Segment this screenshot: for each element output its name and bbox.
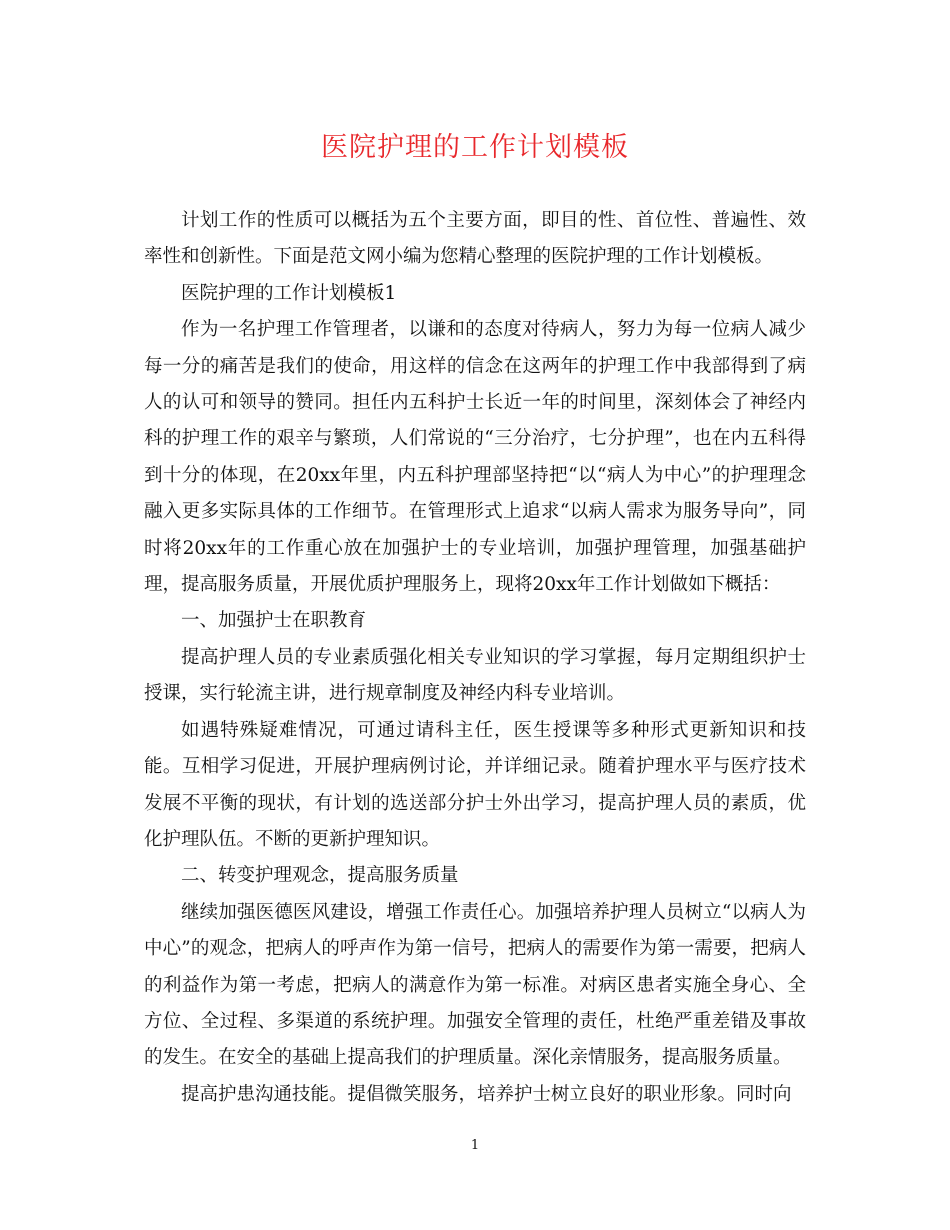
page-number: 1: [470, 1138, 480, 1153]
paragraph-service-quality: 继续加强医德医风建设，增强工作责任心。加强培养护理人员树立“以病人为中心”的观念，把病人的呼声作为第一信号，把病人的需要作为第一需要，把病人的利益作为第一考虑，把病人的满意作为第一标准。对病区患者实施全身心、全方位、全过程、多渠道的系统护理。加强安全管理的责任，杜绝严重差错及事故的发生。在安全的基础上提高我们的护理质量。深化亲情服务，提高服务质量。: [144, 901, 806, 1069]
paragraph-template-heading: 医院护理的工作计划模板1: [181, 282, 397, 304]
paragraph-overview: 作为一名护理工作管理者，以谦和的态度对待病人，努力为每一位病人减少每一分的痛苦是我们的使命，用这样的信念在这两年的护理工作中我部得到了病人的认可和领导的赞同。担任内五科护士长近一年的时间里，深刻体会了神经内科的护理工作的艰辛与繁琐，人们常说的“三分治疗，七分护理”，也在内五科得到十分的体现，在20xx年里，内五科护理部坚持把“以“病人为中心”的护理理念融入更多实际具体的工作细节。在管理形式上追求“以病人需求为服务导向”，同时将20xx年的工作重心放在加强护士的专业培训，加强护理管理，加强基础护理，提高服务质量，开展优质护理服务上，现将20xx年工作计划做如下概括：: [144, 319, 806, 596]
section-heading-2: 二、转变护理观念，提高服务质量: [181, 865, 459, 887]
paragraph-training: 提高护理人员的专业素质强化相关专业知识的学习掌握，每月定期组织护士授课，实行轮流主讲，进行规章制度及神经内科专业培训。: [144, 646, 806, 705]
paragraph-special-cases: 如遇特殊疑难情况，可通过请科主任，医生授课等多种形式更新知识和技能。互相学习促进，开展护理病例讨论，并详细记录。随着护理水平与医疗技术发展不平衡的现状，有计划的选送部分护士外出学习，提高护理人员的素质，优化护理队伍。不断的更新护理知识。: [144, 719, 806, 850]
paragraph-intro: 计划工作的性质可以概括为五个主要方面，即目的性、首位性、普遍性、效率性和创新性。下面是范文网小编为您精心整理的医院护理的工作计划模板。: [144, 210, 806, 268]
section-heading-1: 一、加强护士在职教育: [181, 610, 367, 632]
document-title: 医院护理的工作计划模板: [321, 132, 629, 163]
document-body: [144, 203, 806, 1113]
paragraph-communication: 提高护患沟通技能。提倡微笑服务，培养护士树立良好的职业形象。同时向: [181, 1083, 792, 1105]
